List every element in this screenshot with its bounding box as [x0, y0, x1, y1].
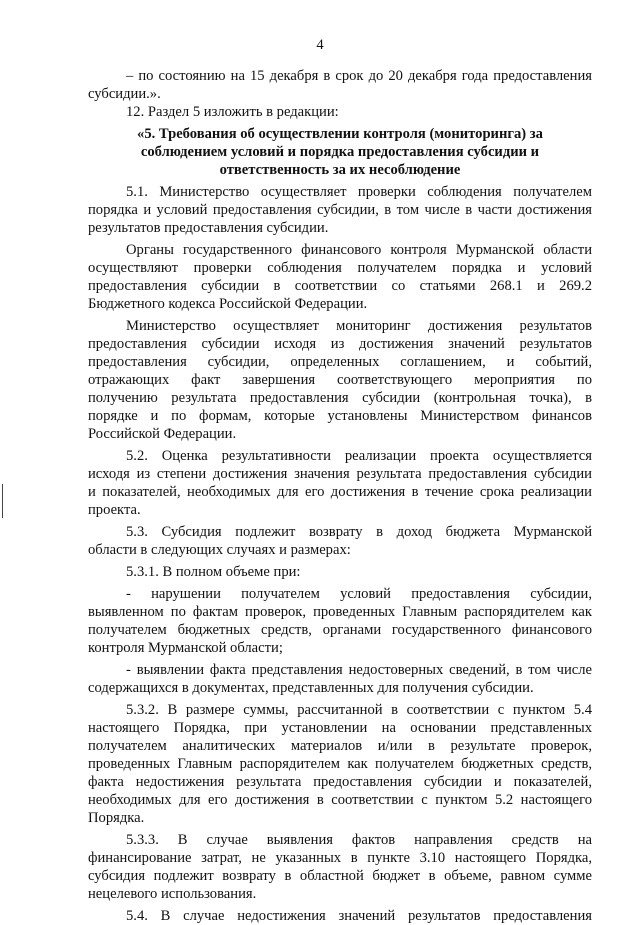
text-line: контроля Мурманской области; — [88, 640, 283, 656]
text-line: нецелевого использования. — [88, 886, 257, 902]
text-line: Порядка. — [88, 810, 145, 826]
text-line: финансирование затрат, не указанных в пункте 3.10 настоящего Порядка, — [88, 850, 592, 866]
text-line: необходимых для его достижения в соответствии с пунктом 5.2 настоящего — [88, 792, 592, 808]
text-line: 5.1. Министерство осуществляет проверки соблюдения получателем — [126, 184, 592, 200]
text-line: предоставления субсидии в соответствии со статьями 268.1 и 269.2 — [88, 278, 592, 294]
text-line: осуществляют проверки соблюдения получателем порядка и условий — [88, 260, 592, 276]
document-body — [88, 67, 592, 925]
text-line: предоставления субсидии, определенных соглашением, и событий, — [88, 354, 592, 370]
text-line: 5.3. Субсидия подлежит возврату в доход бюджета Мурманской — [126, 524, 592, 540]
text-line: исходя из степени достижения значения результата предоставления субсидии — [88, 466, 592, 482]
text-line: предоставления субсидии исходя из достижения значений результатов — [88, 336, 592, 352]
text-line: настоящего Порядка, при установлении на основании представленных — [88, 720, 592, 736]
text-line: отражающих факт завершения соответствующего мероприятия по — [88, 372, 592, 388]
text-line: субсидии.». — [88, 86, 161, 102]
text-line: содержащихся в документах, представленных для получения субсидии. — [88, 680, 534, 696]
page-number: 4 — [316, 37, 324, 53]
text-line: субсидия подлежит возврату в областной бюджет в объеме, равном сумме — [88, 868, 592, 884]
text-line: проведенных Главным распорядителем как получателем бюджетных средств, — [88, 756, 592, 772]
text-line: 5.3.2. В размере суммы, рассчитанной в соответствии с пунктом 5.4 — [126, 702, 592, 718]
text-line: – по состоянию на 15 декабря в срок до 20 декабря года предоставления — [126, 68, 592, 84]
text-line: - нарушении получателем условий предоставления субсидии, — [126, 586, 592, 602]
text-line: 5.3.1. В полном объеме при: — [126, 564, 301, 580]
text-line: 5.4. В случае недостижения значений результатов предоставления — [126, 908, 592, 924]
text-line: «5. Требования об осуществлении контроля (мониторинга) за — [137, 126, 543, 142]
text-line: факта недостижения результата предоставления субсидии и показателей, — [88, 774, 592, 790]
text-line: проекта. — [88, 502, 141, 518]
text-line: порядка и условий предоставления субсидии, в том числе в части достижения — [88, 202, 592, 218]
text-line: Бюджетного кодекса Российской Федерации. — [88, 296, 368, 312]
text-line: Российской Федерации. — [88, 426, 237, 442]
text-line: и показателей, необходимых для его достижения в течение срока реализации — [88, 484, 592, 500]
text-line: 5.2. Оценка результативности реализации проекта осуществляется — [126, 448, 592, 464]
text-line: области в следующих случаях и размерах: — [88, 542, 351, 558]
text-line: получателем аналитических материалов и/или в результате проверок, — [88, 738, 592, 754]
text-line: соблюдением условий и порядка предоставления субсидии и — [140, 144, 540, 160]
text-line: - выявлении факта представления недостоверных сведений, в том числе — [126, 662, 592, 678]
text-line: порядке и по формам, которые установлены Министерством финансов — [88, 408, 592, 424]
text-line: Органы государственного финансового контроля Мурманской области — [126, 242, 592, 258]
text-line: получателем бюджетных средств, органами государственного финансового — [88, 622, 592, 638]
text-line: ответственность за их несоблюдение — [219, 162, 461, 178]
scan-edge-mark — [2, 484, 3, 518]
text-line: результатов предоставления субсидии. — [88, 220, 329, 236]
text-line: 5.3.3. В случае выявления фактов направления средств на — [126, 832, 592, 848]
text-line: 12. Раздел 5 изложить в редакции: — [126, 104, 339, 120]
text-line: Министерство осуществляет мониторинг достижения результатов — [126, 318, 592, 334]
text-line: выявленном по фактам проверок, проведенных Главным распорядителем как — [88, 604, 592, 620]
text-line: получению результата предоставления субсидии (контрольная точка), в — [88, 390, 592, 406]
